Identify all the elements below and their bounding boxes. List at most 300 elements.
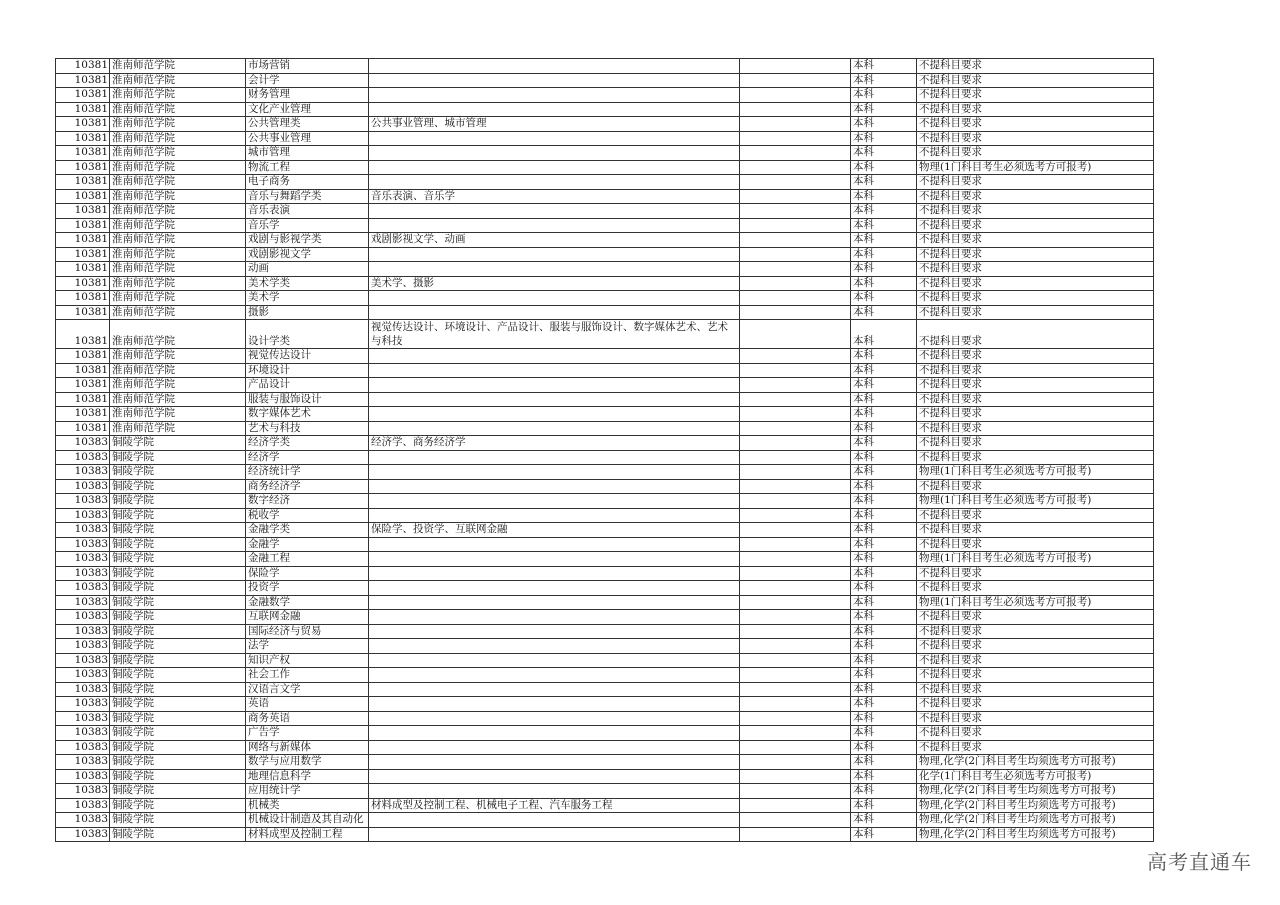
subject-requirement-cell: 物理(1门科目考生必须选考方可报考): [917, 595, 1154, 610]
school-code-cell: 10383: [56, 639, 110, 654]
extra-column-cell: [740, 160, 851, 175]
extra-column-cell: [740, 436, 851, 451]
school-code-cell: 10383: [56, 653, 110, 668]
included-majors-cell: [369, 581, 740, 596]
table-row: [56, 262, 1154, 277]
extra-column-cell: [740, 349, 851, 364]
level-cell: 本科: [851, 595, 917, 610]
extra-column-cell: [740, 218, 851, 233]
extra-column-cell: [740, 653, 851, 668]
major-name-cell: 金融工程: [246, 552, 369, 567]
included-majors-cell: [369, 537, 740, 552]
level-cell: 本科: [851, 552, 917, 567]
subject-requirement-cell: 不提科目要求: [917, 320, 1154, 349]
school-name-cell: 铜陵学院: [110, 624, 246, 639]
major-name-cell: 设计学类: [246, 320, 369, 349]
subject-requirement-cell: 不提科目要求: [917, 479, 1154, 494]
table-row: [56, 552, 1154, 567]
included-majors-cell: [369, 639, 740, 654]
included-majors-cell: 材料成型及控制工程、机械电子工程、汽车服务工程: [369, 798, 740, 813]
school-name-cell: 铜陵学院: [110, 552, 246, 567]
level-cell: 本科: [851, 320, 917, 349]
school-code-cell: 10383: [56, 711, 110, 726]
extra-column-cell: [740, 59, 851, 74]
major-name-cell: 商务英语: [246, 711, 369, 726]
included-majors-cell: [369, 204, 740, 219]
included-majors-cell: [369, 494, 740, 509]
school-code-cell: 10383: [56, 581, 110, 596]
school-name-cell: 淮南师范学院: [110, 146, 246, 161]
major-name-cell: 音乐学: [246, 218, 369, 233]
school-name-cell: 铜陵学院: [110, 813, 246, 828]
level-cell: 本科: [851, 494, 917, 509]
table-row: [56, 726, 1154, 741]
subject-requirement-cell: 不提科目要求: [917, 682, 1154, 697]
included-majors-cell: [369, 653, 740, 668]
school-name-cell: 铜陵学院: [110, 581, 246, 596]
major-name-cell: 数字媒体艺术: [246, 407, 369, 422]
subject-requirement-cell: 不提科目要求: [917, 189, 1154, 204]
included-majors-cell: [369, 378, 740, 393]
extra-column-cell: [740, 566, 851, 581]
school-name-cell: 淮南师范学院: [110, 305, 246, 320]
extra-column-cell: [740, 421, 851, 436]
level-cell: 本科: [851, 436, 917, 451]
level-cell: 本科: [851, 146, 917, 161]
school-code-cell: 10383: [56, 552, 110, 567]
included-majors-cell: [369, 769, 740, 784]
school-name-cell: 铜陵学院: [110, 566, 246, 581]
school-code-cell: 10381: [56, 160, 110, 175]
level-cell: 本科: [851, 813, 917, 828]
major-name-cell: 法学: [246, 639, 369, 654]
level-cell: 本科: [851, 407, 917, 422]
subject-requirement-cell: 不提科目要求: [917, 508, 1154, 523]
included-majors-cell: [369, 711, 740, 726]
school-code-cell: 10381: [56, 247, 110, 262]
extra-column-cell: [740, 755, 851, 770]
school-name-cell: 淮南师范学院: [110, 392, 246, 407]
school-code-cell: 10383: [56, 813, 110, 828]
included-majors-cell: [369, 305, 740, 320]
school-name-cell: 淮南师范学院: [110, 160, 246, 175]
subject-requirement-cell: 不提科目要求: [917, 88, 1154, 103]
included-majors-cell: [369, 450, 740, 465]
major-name-cell: 互联网金融: [246, 610, 369, 625]
level-cell: 本科: [851, 349, 917, 364]
school-code-cell: 10383: [56, 624, 110, 639]
included-majors-cell: [369, 827, 740, 842]
subject-requirement-cell: 不提科目要求: [917, 305, 1154, 320]
major-name-cell: 广告学: [246, 726, 369, 741]
table-row: [56, 595, 1154, 610]
school-code-cell: 10381: [56, 117, 110, 132]
school-code-cell: 10381: [56, 363, 110, 378]
major-name-cell: 电子商务: [246, 175, 369, 190]
extra-column-cell: [740, 827, 851, 842]
school-name-cell: 铜陵学院: [110, 465, 246, 480]
school-name-cell: 铜陵学院: [110, 697, 246, 712]
major-name-cell: 动画: [246, 262, 369, 277]
table-row: [56, 479, 1154, 494]
included-majors-cell: [369, 726, 740, 741]
major-name-cell: 机械设计制造及其自动化: [246, 813, 369, 828]
school-code-cell: 10381: [56, 131, 110, 146]
extra-column-cell: [740, 494, 851, 509]
school-name-cell: 淮南师范学院: [110, 247, 246, 262]
major-name-cell: 环境设计: [246, 363, 369, 378]
extra-column-cell: [740, 537, 851, 552]
school-name-cell: 铜陵学院: [110, 450, 246, 465]
major-name-cell: 视觉传达设计: [246, 349, 369, 364]
school-code-cell: 10383: [56, 523, 110, 538]
school-code-cell: 10381: [56, 320, 110, 349]
major-name-cell: 文化产业管理: [246, 102, 369, 117]
subject-requirement-cell: 不提科目要求: [917, 581, 1154, 596]
school-name-cell: 淮南师范学院: [110, 291, 246, 306]
school-name-cell: 淮南师范学院: [110, 276, 246, 291]
included-majors-cell: [369, 407, 740, 422]
major-name-cell: 摄影: [246, 305, 369, 320]
subject-requirement-cell: 不提科目要求: [917, 740, 1154, 755]
table-body: [56, 59, 1154, 842]
table-row: [56, 827, 1154, 842]
extra-column-cell: [740, 233, 851, 248]
school-name-cell: 铜陵学院: [110, 595, 246, 610]
subject-requirement-cell: 不提科目要求: [917, 233, 1154, 248]
school-name-cell: 铜陵学院: [110, 479, 246, 494]
school-code-cell: 10383: [56, 682, 110, 697]
extra-column-cell: [740, 305, 851, 320]
level-cell: 本科: [851, 117, 917, 132]
school-name-cell: 淮南师范学院: [110, 102, 246, 117]
included-majors-cell: [369, 349, 740, 364]
included-majors-cell: [369, 102, 740, 117]
included-majors-cell: [369, 595, 740, 610]
subject-requirement-cell: 不提科目要求: [917, 523, 1154, 538]
school-name-cell: 铜陵学院: [110, 755, 246, 770]
major-name-cell: 投资学: [246, 581, 369, 596]
table-row: [56, 624, 1154, 639]
table-row: [56, 436, 1154, 451]
included-majors-cell: [369, 755, 740, 770]
level-cell: 本科: [851, 276, 917, 291]
included-majors-cell: 经济学、商务经济学: [369, 436, 740, 451]
school-name-cell: 淮南师范学院: [110, 233, 246, 248]
major-name-cell: 数学与应用数学: [246, 755, 369, 770]
subject-requirement-cell: 物理(1门科目考生必须选考方可报考): [917, 494, 1154, 509]
included-majors-cell: [369, 508, 740, 523]
major-name-cell: 经济学类: [246, 436, 369, 451]
extra-column-cell: [740, 624, 851, 639]
subject-requirement-cell: 不提科目要求: [917, 711, 1154, 726]
included-majors-cell: [369, 73, 740, 88]
school-name-cell: 淮南师范学院: [110, 131, 246, 146]
table-row: [56, 146, 1154, 161]
school-code-cell: 10383: [56, 697, 110, 712]
major-name-cell: 会计学: [246, 73, 369, 88]
school-code-cell: 10383: [56, 508, 110, 523]
table-row: [56, 131, 1154, 146]
table-row: [56, 537, 1154, 552]
extra-column-cell: [740, 450, 851, 465]
level-cell: 本科: [851, 378, 917, 393]
school-name-cell: 淮南师范学院: [110, 363, 246, 378]
included-majors-cell: [369, 697, 740, 712]
subject-requirement-cell: 物理(1门科目考生必须选考方可报考): [917, 552, 1154, 567]
school-code-cell: 10383: [56, 537, 110, 552]
table-row: [56, 784, 1154, 799]
school-code-cell: 10381: [56, 102, 110, 117]
included-majors-cell: [369, 131, 740, 146]
major-name-cell: 金融学: [246, 537, 369, 552]
major-name-cell: 戏剧与影视学类: [246, 233, 369, 248]
school-name-cell: 淮南师范学院: [110, 320, 246, 349]
subject-requirement-cell: 不提科目要求: [917, 624, 1154, 639]
major-name-cell: 经济学: [246, 450, 369, 465]
table-row: [56, 566, 1154, 581]
level-cell: 本科: [851, 581, 917, 596]
extra-column-cell: [740, 204, 851, 219]
extra-column-cell: [740, 320, 851, 349]
school-code-cell: 10383: [56, 465, 110, 480]
school-name-cell: 铜陵学院: [110, 508, 246, 523]
included-majors-cell: [369, 552, 740, 567]
extra-column-cell: [740, 610, 851, 625]
extra-column-cell: [740, 189, 851, 204]
major-name-cell: 网络与新媒体: [246, 740, 369, 755]
subject-requirement-cell: 不提科目要求: [917, 247, 1154, 262]
table-row: [56, 73, 1154, 88]
extra-column-cell: [740, 146, 851, 161]
major-name-cell: 金融数学: [246, 595, 369, 610]
major-name-cell: 公共事业管理: [246, 131, 369, 146]
subject-requirement-cell: 不提科目要求: [917, 537, 1154, 552]
school-name-cell: 铜陵学院: [110, 523, 246, 538]
level-cell: 本科: [851, 624, 917, 639]
school-code-cell: 10381: [56, 349, 110, 364]
school-name-cell: 铜陵学院: [110, 639, 246, 654]
major-name-cell: 金融学类: [246, 523, 369, 538]
school-code-cell: 10381: [56, 59, 110, 74]
extra-column-cell: [740, 552, 851, 567]
school-name-cell: 铜陵学院: [110, 740, 246, 755]
extra-column-cell: [740, 479, 851, 494]
admission-subject-table: [55, 58, 1154, 842]
extra-column-cell: [740, 407, 851, 422]
major-name-cell: 英语: [246, 697, 369, 712]
major-name-cell: 戏剧影视文学: [246, 247, 369, 262]
extra-column-cell: [740, 581, 851, 596]
table-row: [56, 421, 1154, 436]
school-code-cell: 10383: [56, 755, 110, 770]
table-row: [56, 798, 1154, 813]
school-code-cell: 10381: [56, 175, 110, 190]
table-row: [56, 523, 1154, 538]
major-name-cell: 公共管理类: [246, 117, 369, 132]
school-name-cell: 铜陵学院: [110, 798, 246, 813]
subject-requirement-cell: 不提科目要求: [917, 117, 1154, 132]
watermark-text: 高考直通车: [1147, 850, 1252, 874]
subject-requirement-cell: 不提科目要求: [917, 291, 1154, 306]
major-name-cell: 税收学: [246, 508, 369, 523]
level-cell: 本科: [851, 392, 917, 407]
level-cell: 本科: [851, 73, 917, 88]
level-cell: 本科: [851, 421, 917, 436]
extra-column-cell: [740, 508, 851, 523]
subject-requirement-cell: 不提科目要求: [917, 450, 1154, 465]
subject-requirement-cell: 不提科目要求: [917, 363, 1154, 378]
school-code-cell: 10381: [56, 73, 110, 88]
school-name-cell: 铜陵学院: [110, 610, 246, 625]
school-name-cell: 铜陵学院: [110, 436, 246, 451]
school-code-cell: 10381: [56, 291, 110, 306]
level-cell: 本科: [851, 262, 917, 277]
extra-column-cell: [740, 378, 851, 393]
school-name-cell: 铜陵学院: [110, 494, 246, 509]
level-cell: 本科: [851, 305, 917, 320]
table-row: [56, 682, 1154, 697]
school-code-cell: 10383: [56, 827, 110, 842]
included-majors-cell: 公共事业管理、城市管理: [369, 117, 740, 132]
included-majors-cell: [369, 610, 740, 625]
subject-requirement-cell: 不提科目要求: [917, 59, 1154, 74]
school-name-cell: 淮南师范学院: [110, 218, 246, 233]
extra-column-cell: [740, 711, 851, 726]
extra-column-cell: [740, 740, 851, 755]
school-code-cell: 10381: [56, 392, 110, 407]
major-name-cell: 服装与服饰设计: [246, 392, 369, 407]
table-row: [56, 653, 1154, 668]
included-majors-cell: [369, 247, 740, 262]
school-name-cell: 铜陵学院: [110, 827, 246, 842]
subject-requirement-cell: 不提科目要求: [917, 262, 1154, 277]
subject-requirement-cell: 物理,化学(2门科目考生均须选考方可报考): [917, 798, 1154, 813]
included-majors-cell: [369, 59, 740, 74]
school-code-cell: 10383: [56, 726, 110, 741]
table-row: [56, 59, 1154, 74]
table-row: [56, 276, 1154, 291]
level-cell: 本科: [851, 537, 917, 552]
level-cell: 本科: [851, 88, 917, 103]
school-name-cell: 铜陵学院: [110, 784, 246, 799]
major-name-cell: 城市管理: [246, 146, 369, 161]
school-code-cell: 10381: [56, 233, 110, 248]
school-code-cell: 10381: [56, 378, 110, 393]
included-majors-cell: 戏剧影视文学、动画: [369, 233, 740, 248]
subject-requirement-cell: 不提科目要求: [917, 146, 1154, 161]
school-name-cell: 淮南师范学院: [110, 262, 246, 277]
school-code-cell: 10381: [56, 305, 110, 320]
school-code-cell: 10383: [56, 668, 110, 683]
subject-requirement-cell: 不提科目要求: [917, 73, 1154, 88]
included-majors-cell: [369, 262, 740, 277]
major-name-cell: 美术学类: [246, 276, 369, 291]
major-name-cell: 经济统计学: [246, 465, 369, 480]
table-row: [56, 740, 1154, 755]
school-code-cell: 10381: [56, 204, 110, 219]
table-row: [56, 102, 1154, 117]
level-cell: 本科: [851, 363, 917, 378]
included-majors-cell: [369, 160, 740, 175]
extra-column-cell: [740, 363, 851, 378]
subject-requirement-cell: 不提科目要求: [917, 697, 1154, 712]
school-name-cell: 淮南师范学院: [110, 73, 246, 88]
school-name-cell: 淮南师范学院: [110, 175, 246, 190]
table-row: [56, 378, 1154, 393]
included-majors-cell: [369, 392, 740, 407]
subject-requirement-cell: 不提科目要求: [917, 175, 1154, 190]
extra-column-cell: [740, 798, 851, 813]
subject-requirement-cell: 不提科目要求: [917, 204, 1154, 219]
extra-column-cell: [740, 262, 851, 277]
major-name-cell: 知识产权: [246, 653, 369, 668]
extra-column-cell: [740, 595, 851, 610]
level-cell: 本科: [851, 784, 917, 799]
table-row: [56, 508, 1154, 523]
level-cell: 本科: [851, 160, 917, 175]
included-majors-cell: 保险学、投资学、互联网金融: [369, 523, 740, 538]
major-name-cell: 汉语言文学: [246, 682, 369, 697]
level-cell: 本科: [851, 827, 917, 842]
included-majors-cell: [369, 291, 740, 306]
major-name-cell: 产品设计: [246, 378, 369, 393]
table-row: [56, 465, 1154, 480]
extra-column-cell: [740, 88, 851, 103]
school-code-cell: 10381: [56, 88, 110, 103]
level-cell: 本科: [851, 247, 917, 262]
extra-column-cell: [740, 175, 851, 190]
level-cell: 本科: [851, 465, 917, 480]
table-row: [56, 305, 1154, 320]
major-name-cell: 应用统计学: [246, 784, 369, 799]
table-row: [56, 769, 1154, 784]
level-cell: 本科: [851, 610, 917, 625]
table-row: [56, 204, 1154, 219]
subject-requirement-cell: 不提科目要求: [917, 610, 1154, 625]
level-cell: 本科: [851, 131, 917, 146]
major-name-cell: 保险学: [246, 566, 369, 581]
included-majors-cell: 视觉传达设计、环境设计、产品设计、服装与服饰设计、数字媒体艺术、艺术与科技: [369, 320, 740, 349]
major-name-cell: 美术学: [246, 291, 369, 306]
major-name-cell: 机械类: [246, 798, 369, 813]
extra-column-cell: [740, 813, 851, 828]
major-name-cell: 商务经济学: [246, 479, 369, 494]
subject-requirement-cell: 物理,化学(2门科目考生均须选考方可报考): [917, 755, 1154, 770]
subject-requirement-cell: 物理,化学(2门科目考生均须选考方可报考): [917, 827, 1154, 842]
included-majors-cell: [369, 146, 740, 161]
level-cell: 本科: [851, 233, 917, 248]
school-code-cell: 10381: [56, 421, 110, 436]
major-name-cell: 地理信息科学: [246, 769, 369, 784]
table-row: [56, 392, 1154, 407]
level-cell: 本科: [851, 291, 917, 306]
major-name-cell: 物流工程: [246, 160, 369, 175]
included-majors-cell: [369, 175, 740, 190]
major-name-cell: 材料成型及控制工程: [246, 827, 369, 842]
level-cell: 本科: [851, 508, 917, 523]
school-name-cell: 铜陵学院: [110, 726, 246, 741]
major-name-cell: 艺术与科技: [246, 421, 369, 436]
school-name-cell: 铜陵学院: [110, 537, 246, 552]
included-majors-cell: [369, 566, 740, 581]
level-cell: 本科: [851, 204, 917, 219]
extra-column-cell: [740, 131, 851, 146]
major-name-cell: 财务管理: [246, 88, 369, 103]
subject-requirement-cell: 物理,化学(2门科目考生均须选考方可报考): [917, 813, 1154, 828]
extra-column-cell: [740, 392, 851, 407]
table-row: [56, 88, 1154, 103]
